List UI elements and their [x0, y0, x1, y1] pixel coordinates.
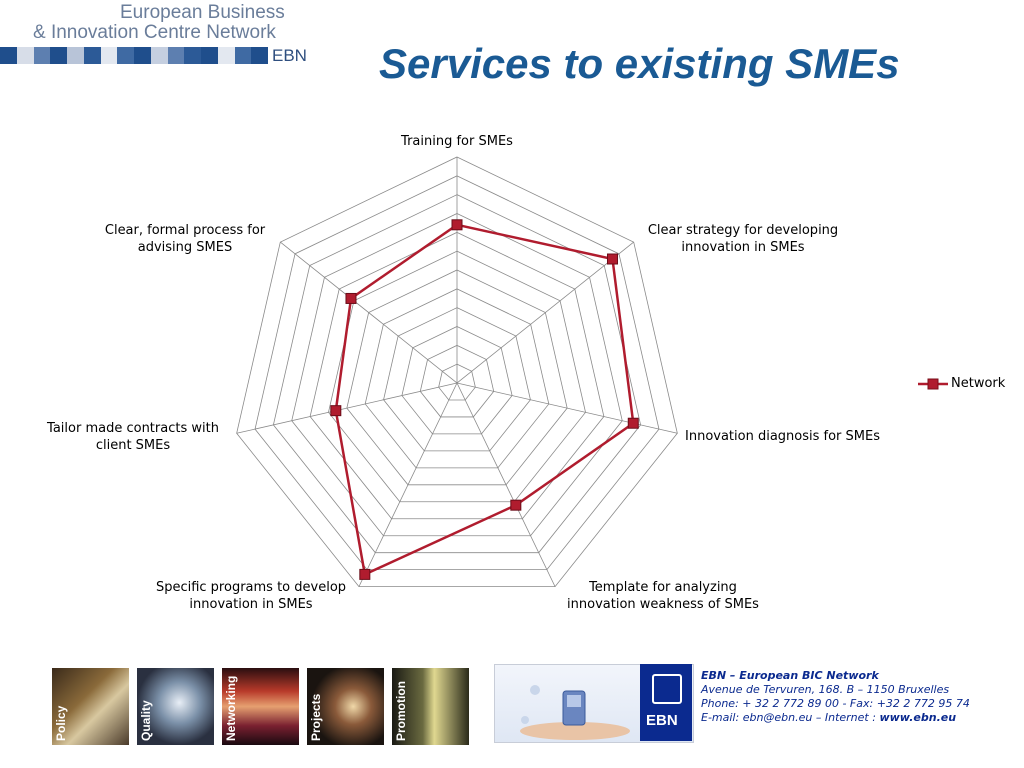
contact-phone: Phone: + 32 2 772 89 00 - Fax: +32 2 772 95 74	[701, 697, 970, 710]
slide-title: Services to existing SMEs	[379, 40, 900, 87]
footer-photo-strip	[52, 668, 469, 745]
ebn-badge-icon	[652, 674, 682, 704]
axis-label: Clear, formal process for advising SMES	[104, 223, 266, 255]
contact-address: Avenue de Tervuren, 168. B – 1150 Bruxelles	[701, 683, 950, 696]
data-point-marker	[628, 418, 638, 428]
website-link[interactable]: www.ebn.eu	[879, 711, 957, 724]
legend-marker	[918, 377, 948, 391]
chart-legend	[918, 376, 1005, 391]
radar-spoke	[237, 383, 457, 433]
logo-abbr: EBN	[272, 46, 307, 65]
data-point-marker	[360, 569, 370, 579]
radar-series	[331, 220, 638, 580]
ebn-badge	[640, 664, 692, 741]
contact-email-line	[701, 711, 970, 725]
photo-policy	[52, 668, 129, 745]
contact-name: EBN – European BIC Network	[701, 669, 879, 682]
radar-spoke	[280, 242, 457, 383]
axis-label: Clear strategy for developing innovation in SMEs	[647, 223, 839, 255]
data-point-marker	[511, 500, 521, 510]
axis-label: Specific programs to develop innovation in SMEs	[155, 580, 347, 612]
ebn-badge-text: EBN	[646, 712, 678, 729]
data-point-marker	[331, 406, 341, 416]
logo-line1: European Business	[120, 2, 285, 23]
radar-spoke	[457, 383, 677, 433]
photo-label-projects: Projects	[309, 693, 323, 741]
photo-label-policy: Policy	[54, 705, 68, 741]
axis-label: Innovation diagnosis for SMEs	[685, 429, 880, 444]
photo-label-quality: Quality	[139, 700, 153, 741]
axis-label: Template for analyzing innovation weakness of SMEs	[567, 580, 759, 612]
contact-email: E-mail: ebn@ebn.eu – Internet :	[701, 711, 880, 724]
data-point-marker	[452, 220, 462, 230]
photo-networking	[222, 668, 299, 745]
photo-projects	[307, 668, 384, 745]
photo-promotion	[392, 668, 469, 745]
photo-quality	[137, 668, 214, 745]
data-point-marker	[607, 254, 617, 264]
axis-label: Tailor made contracts with client SMEs	[47, 421, 219, 453]
logo-line2: & Innovation Centre Network	[33, 22, 276, 43]
legend-label: Network	[951, 376, 1006, 391]
photo-label-networking: Networking	[224, 675, 238, 741]
radar-axis-labels	[46, 134, 880, 612]
axis-label: Training for SMEs	[401, 134, 513, 149]
photo-label-promotion: Promotion	[394, 681, 408, 741]
data-point-marker	[346, 293, 356, 303]
footer-contact	[701, 669, 970, 725]
